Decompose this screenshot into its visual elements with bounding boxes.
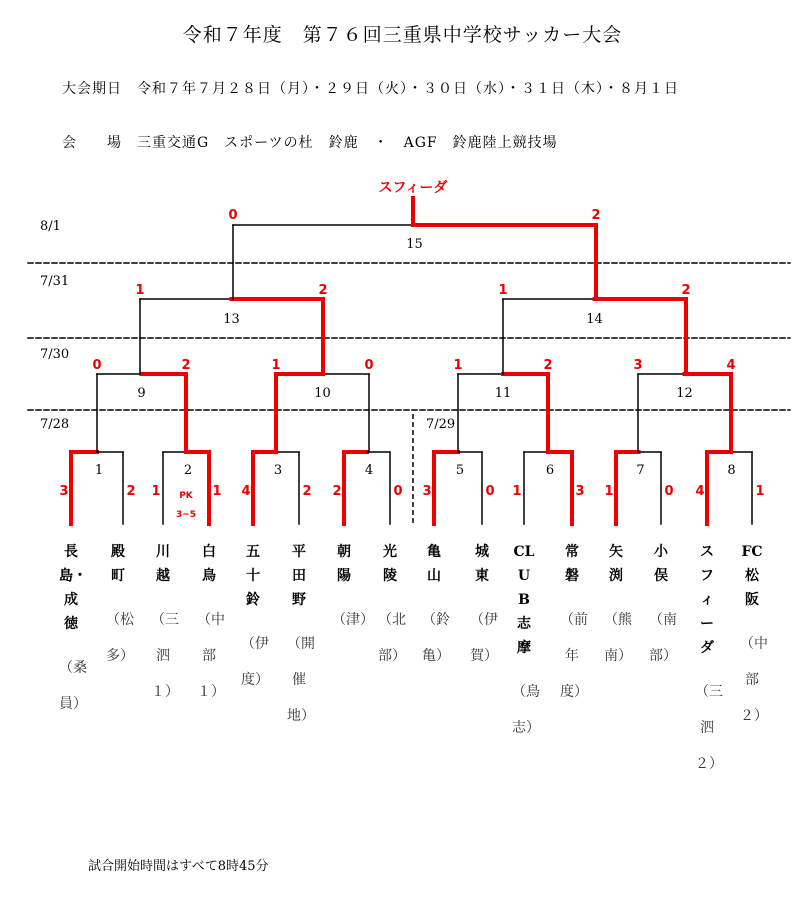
date-label: 7/30 [40,347,70,362]
match-number: 8 [727,463,736,478]
pk-label: PK [179,491,193,501]
team-entry [512,540,540,746]
score-left: 1 [604,484,614,499]
team-name: 城 東 [475,544,503,584]
match-number: 7 [636,463,645,478]
score-right: 2 [591,208,601,223]
team-name: 殿 町 [111,544,139,584]
team-region: （北部） [378,612,406,664]
date-label: 7/29 [426,417,456,432]
match-number: 2 [183,463,193,478]
score-right: 0 [364,358,374,373]
score-right: 0 [485,484,495,499]
score-left: 0 [228,208,238,223]
start-time-note: 試合開始時間はすべて8時45分 [88,859,269,874]
score-left: 3 [59,484,69,499]
team-region: （開催地） [287,636,315,724]
team-entry [422,540,455,674]
date-label: 8/1 [40,219,61,234]
team-entry [740,540,768,734]
score-right: 1 [755,484,765,499]
team-entry [378,540,411,674]
score-right: 2 [126,484,136,499]
team-region: （三泗１） [151,612,179,700]
score-left: 1 [151,484,161,499]
score-left: 2 [332,484,342,499]
venue-value: 三重交通G スポーツの杜 鈴鹿 ・ AGF 鈴鹿陸上競技場 [137,135,558,151]
score-left: 0 [92,358,102,373]
team-region: （前年度） [560,612,588,700]
team-entry [287,540,315,734]
team-region: （熊南） [604,612,632,664]
team-entry [470,540,503,674]
team-name: 朝 陽 [337,544,365,584]
score-left: 3 [422,484,432,499]
score-right: 1 [212,484,222,499]
match-number: 14 [586,312,603,327]
champion-name: スフィーダ [378,180,448,196]
team-entry [151,540,184,710]
team-entry [241,540,269,698]
period-value: 令和７年７月２８日（月）・２９日（火）・３０日（水）・３１日（木）・８月１日 [137,81,679,97]
team-entry [59,540,87,722]
match-number: 9 [137,386,146,401]
team-name: スフィーダ [700,544,714,656]
page-title: 令和７年度 第７６回三重県中学校サッカー大会 [182,24,623,46]
team-region: （鳥志） [512,684,540,736]
team-entry [106,540,139,674]
score-right: 2 [181,358,191,373]
team-region: （中部１） [197,612,225,700]
team-entry [560,540,593,710]
date-label: 7/31 [40,274,70,289]
team-entry [695,540,723,782]
team-region: （鈴亀） [422,612,450,664]
match-number: 1 [94,463,104,478]
team-region: （三泗２） [695,684,723,772]
team-name: FC松阪 [741,544,763,608]
score-right: 2 [681,283,691,298]
team-region: （伊度） [241,636,269,688]
score-left: 1 [135,283,145,298]
match-number: 3 [273,463,283,478]
team-name: 亀 山 [427,544,455,584]
team-region: （南部） [649,612,677,664]
team-name: 白 鳥 [202,544,230,584]
score-right: 2 [318,283,328,298]
team-name: 光 陵 [383,544,411,584]
team-name: 川 越 [156,544,184,584]
score-left: 3 [633,358,643,373]
match-number: 15 [406,237,423,252]
score-right: 3 [575,484,585,499]
team-name: 小 俣 [654,544,682,584]
period-label: 大会期日 [62,81,122,97]
team-region: （津） [332,612,374,628]
score-right: 0 [664,484,674,499]
score-left: 1 [498,283,508,298]
match-number: 5 [455,463,465,478]
match-number: 12 [676,386,693,401]
score-left: 1 [512,484,522,499]
score-left: 1 [453,358,463,373]
team-region: （伊賀） [470,612,498,664]
venue-label: 会 場 [62,135,122,151]
match-number: 6 [545,463,555,478]
match-number: 13 [223,312,240,327]
team-entry [197,540,230,710]
score-right: 0 [393,484,403,499]
team-region: （中部２） [740,636,768,724]
score-right: 4 [726,358,736,373]
team-name: 平田野 [292,544,306,608]
team-name: CLUB志摩 [513,544,535,656]
match-number: 11 [494,386,512,401]
match-number: 10 [314,386,331,401]
team-entry [649,540,682,674]
team-name: 矢 渕 [609,544,637,584]
team-region: （松多） [106,612,134,664]
team-region: （桑員） [59,660,87,712]
team-name: 五十鈴 [246,544,260,608]
team-name: 常 磐 [565,544,593,584]
score-right: 2 [543,358,553,373]
date-label: 7/28 [40,417,70,432]
score-right: 2 [302,484,312,499]
team-entry [604,540,637,674]
team-entry [332,540,374,638]
score-left: 4 [241,484,251,499]
score-left: 1 [271,358,281,373]
pk-score: 3−5 [175,510,197,520]
match-number: 4 [364,463,374,478]
team-name: 長島・成徳 [59,544,87,632]
score-left: 4 [695,484,705,499]
